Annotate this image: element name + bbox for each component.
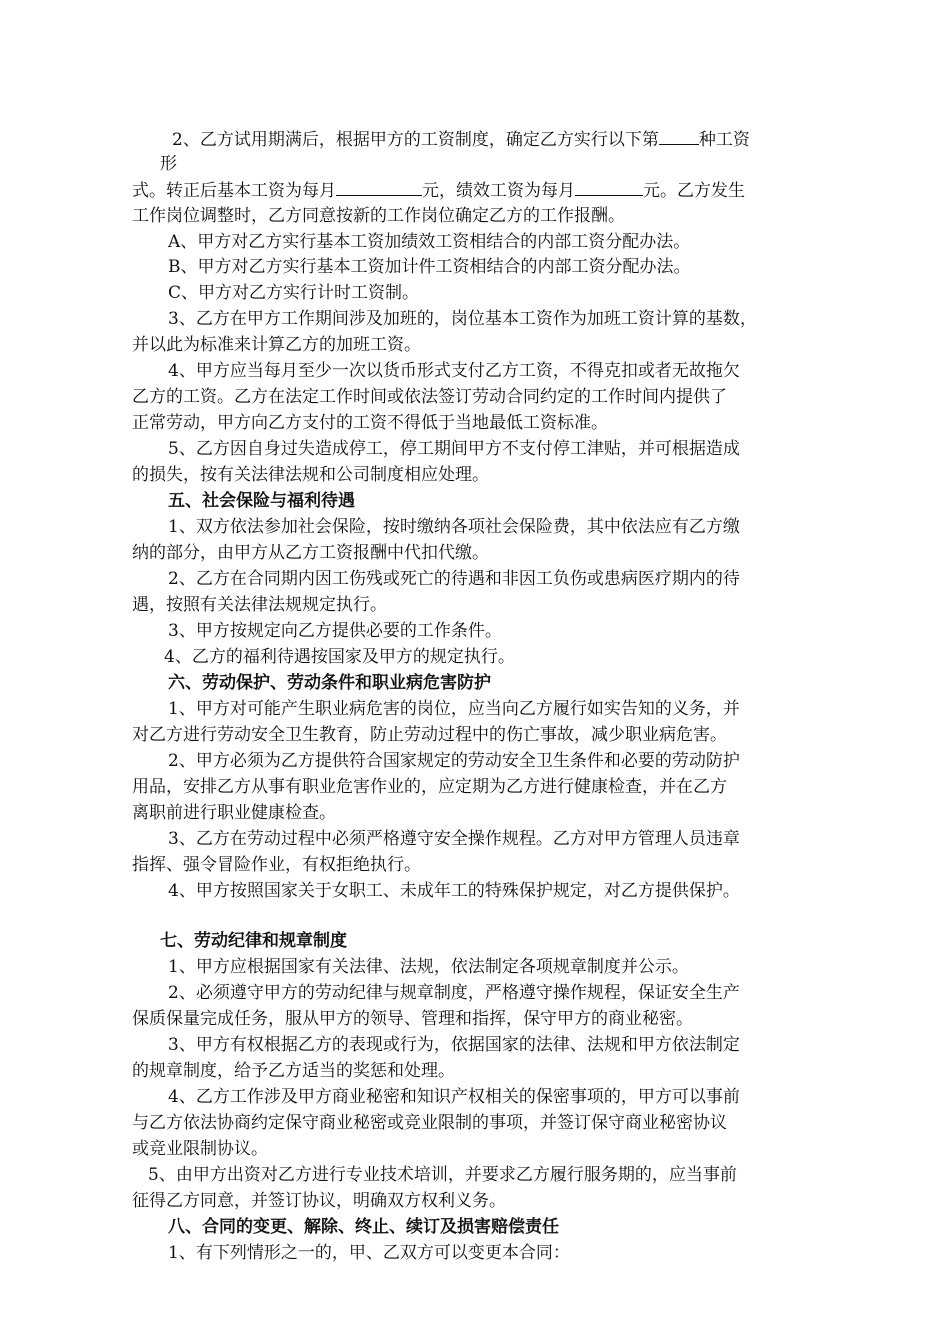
s4-p2-line2: 形 — [160, 154, 177, 174]
s7-p3-line1: 3、甲方有权根据乙方的表现或行为，依据国家的法律、法规和甲方依法制定 — [168, 1035, 740, 1055]
s4-p5-line2: 的损失，按有关法律法规和公司制度相应处理。 — [132, 465, 489, 485]
s6-p1-line1: 1、甲方对可能产生职业病危害的岗位，应当向乙方履行如实告知的义务，并 — [168, 699, 740, 719]
s6-p2-line1: 2、甲方必须为乙方提供符合国家规定的劳动安全卫生条件和必要的劳动防护 — [168, 751, 740, 771]
s7-p1: 1、甲方应根据国家有关法律、法规，依法制定各项规章制度并公示。 — [168, 957, 689, 977]
s4-p4-line3: 正常劳动，甲方向乙方支付的工资不得低于当地最低工资标准。 — [132, 413, 608, 433]
section5-title: 五、社会保险与福利待遇 — [168, 491, 355, 511]
s4-p4-line2: 乙方的工资。乙方在法定工作时间或依法签订劳动合同约定的工作时间内提供了 — [132, 387, 727, 407]
option-b: B、甲方对乙方实行基本工资加计件工资相结合的内部工资分配办法。 — [168, 257, 691, 277]
s6-p2-line2: 用品，安排乙方从事有职业危害作业的，应定期为乙方进行健康检查，并在乙方 — [132, 777, 727, 797]
s5-p1-line1: 1、双方依法参加社会保险，按时缴纳各项社会保险费，其中依法应有乙方缴 — [168, 517, 740, 537]
s6-p4: 4、甲方按照国家关于女职工、未成年工的特殊保护规定，对乙方提供保护。 — [168, 881, 740, 901]
s7-p2-line1: 2、必须遵守甲方的劳动纪律与规章制度，严格遵守操作规程，保证安全生产 — [168, 983, 740, 1003]
s4-p2-line1: 2、乙方试用期满后，根据甲方的工资制度，确定乙方实行以下第 种工资 — [172, 126, 750, 153]
section7-title: 七、劳动纪律和规章制度 — [160, 931, 347, 951]
s5-p4: 4、乙方的福利待遇按国家及甲方的规定执行。 — [164, 647, 515, 667]
s4-p5-line1: 5、乙方因自身过失造成停工，停工期间甲方不支付停工津贴，并可根据造成 — [168, 439, 740, 459]
s7-p4-line2: 与乙方依法协商约定保守商业秘密或竞业限制的事项，并签订保守商业秘密协议 — [132, 1113, 727, 1133]
s4-p2-line4: 工作岗位调整时，乙方同意按新的工作岗位确定乙方的工作报酬。 — [132, 206, 625, 226]
s8-p1: 1、有下列情形之一的，甲、乙双方可以变更本合同： — [168, 1243, 570, 1263]
s6-p2-line3: 离职前进行职业健康检查。 — [132, 803, 336, 823]
s7-p4-line1: 4、乙方工作涉及甲方商业秘密和知识产权相关的保密事项的，甲方可以事前 — [168, 1087, 740, 1107]
s4-p4-line1: 4、甲方应当每月至少一次以货币形式支付乙方工资，不得克扣或者无故拖欠 — [168, 361, 740, 381]
s5-p1-line2: 纳的部分，由甲方从乙方工资报酬中代扣代缴。 — [132, 543, 489, 563]
s5-p2-line2: 遇，按照有关法律法规规定执行。 — [132, 595, 387, 615]
s7-p2-line2: 保质保量完成任务，服从甲方的领导、管理和指挥，保守甲方的商业秘密。 — [132, 1009, 693, 1029]
s6-p3-line1: 3、乙方在劳动过程中必须严格遵守安全操作规程。乙方对甲方管理人员违章 — [168, 829, 740, 849]
wage-type-blank — [659, 126, 699, 145]
s7-p5-line2: 征得乙方同意，并签订协议，明确双方权利义务。 — [132, 1191, 506, 1211]
s7-p4-line3: 或竞业限制协议。 — [132, 1139, 268, 1159]
s7-p5-line1: 5、由甲方出资对乙方进行专业技术培训，并要求乙方履行服务期的，应当事前 — [148, 1165, 737, 1185]
s7-p3-line2: 的规章制度，给予乙方适当的奖惩和处理。 — [132, 1061, 455, 1081]
s6-p1-line2: 对乙方进行劳动安全卫生教育，防止劳动过程中的伤亡事故，减少职业病危害。 — [132, 725, 727, 745]
s5-p3: 3、甲方按规定向乙方提供必要的工作条件。 — [168, 621, 502, 641]
s4-p3-line1: 3、乙方在甲方工作期间涉及加班的，岗位基本工资作为加班工资计算的基数， — [168, 309, 757, 329]
base-salary-blank — [336, 177, 422, 196]
s4-p2-line3: 式。转正后基本工资为每月 元，绩效工资为每月 元。乙方发生 — [132, 177, 745, 204]
section6-title: 六、劳动保护、劳动条件和职业病危害防护 — [168, 673, 491, 693]
option-c: C、甲方对乙方实行计时工资制。 — [168, 283, 420, 303]
s6-p3-line2: 指挥、强令冒险作业，有权拒绝执行。 — [132, 855, 421, 875]
option-a: A、甲方对乙方实行基本工资加绩效工资相结合的内部工资分配办法。 — [168, 232, 691, 252]
s5-p2-line1: 2、乙方在合同期内因工伤残或死亡的待遇和非因工负伤或患病医疗期内的待 — [168, 569, 740, 589]
performance-salary-blank — [575, 177, 643, 196]
s4-p3-line2: 并以此为标准来计算乙方的加班工资。 — [132, 335, 421, 355]
section8-title: 八、合同的变更、解除、终止、续订及损害赔偿责任 — [168, 1217, 559, 1237]
